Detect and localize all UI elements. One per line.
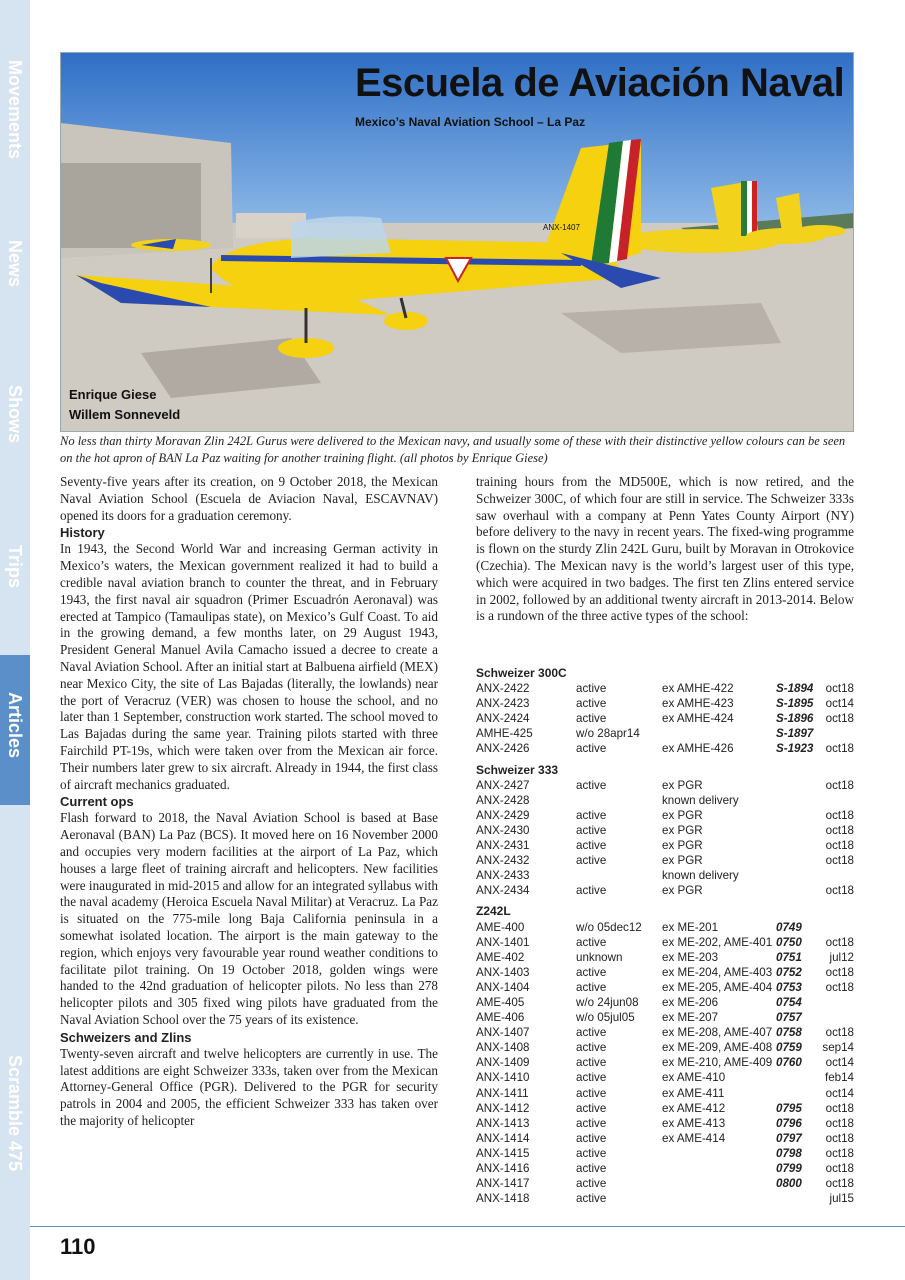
status: active (576, 1162, 607, 1175)
last-seen: jul12 (829, 950, 854, 964)
construction-number: S-1923 (776, 742, 814, 756)
fleet-row (476, 711, 856, 726)
history-paragraph: In 1943, the Second World War and increasing German activity in Mexico’s waters, the Mexican government realized it had to build a credible naval aviation branch to counter the threat, and in February 1943, the first naval air squadron (Primer Escuadrón Aeronaval) was erected at Tampico (Tamaulipas state), on Mexico’s Gulf Coast. To aid in the growing demand, a few months later, on 29 August 1943, President General Manuel Avila Camacho issued a decree to create a Naval Aviation School. After an initial start at Balbuena airfield (MEX) near Mexico City, the site of Las Bajadas (literally, the lowlands) near the port of Veracruz (VER) was chosen to house the school, and no later than 1 September, construction work started. The school moved to Las Bajadas during the same year. Training pilots started with three Fairchild PT-19s, which were taken over from the Mexican air force. Their numbers later grew to six aircraft. Already in 1944, the first class of aircraft mechanics graduated. (60, 541, 438, 792)
status: w/o 24jun08 (576, 995, 639, 1009)
last-seen: oct18 (825, 1101, 854, 1115)
registration: ANX-1409 (476, 1056, 530, 1070)
status: active (576, 778, 607, 792)
status: active (576, 1041, 607, 1055)
previous-identity: ex AMHE-422 (662, 682, 734, 696)
registration: ANX-1407 (476, 1026, 530, 1040)
last-seen: oct18 (825, 1026, 854, 1040)
tail-marking: ANX-1407 (543, 223, 580, 232)
registration: ANX-2422 (476, 682, 530, 696)
fleet-row (476, 778, 856, 793)
last-seen: oct18 (825, 839, 854, 853)
status: w/o 05jul05 (576, 1011, 635, 1025)
section-heading: Schweizers and Zlins (60, 1029, 192, 1045)
page-number: 110 (60, 1234, 96, 1259)
last-seen: oct14 (825, 1056, 854, 1070)
last-seen: oct18 (825, 778, 854, 792)
author-name: Willem Sonneveld (69, 407, 181, 422)
last-seen: oct18 (825, 823, 854, 837)
registration: ANX-2423 (476, 697, 530, 711)
previous-identity: ex AMHE-426 (662, 742, 734, 756)
tab-news[interactable]: News (5, 240, 25, 288)
tab-scramble-475[interactable]: Scramble 475 (5, 1055, 25, 1172)
construction-number: 0795 (776, 1101, 802, 1115)
right-column (476, 474, 854, 625)
registration: ANX-1403 (476, 965, 530, 979)
hero-photo (60, 52, 854, 432)
fleet-row (476, 1010, 856, 1025)
zlin-apron-illustration (61, 53, 854, 432)
construction-number: 0796 (776, 1116, 802, 1130)
last-seen: oct18 (825, 854, 854, 868)
last-seen: oct18 (825, 1177, 854, 1191)
registration: ANX-2424 (476, 712, 530, 726)
fleet-row (476, 726, 856, 741)
registration: ANX-1410 (476, 1071, 530, 1085)
status: w/o 28apr14 (576, 727, 640, 741)
previous-identity: ex ME-203 (662, 950, 719, 964)
status: active (576, 1101, 607, 1115)
section-heading: History (60, 525, 105, 541)
status: active (576, 1071, 607, 1085)
previous-identity: ex ME-201 (662, 920, 719, 934)
registration: ANX-1408 (476, 1041, 530, 1055)
last-seen: feb14 (824, 1071, 854, 1085)
registration: ANX-1414 (476, 1131, 530, 1145)
registration: ANX-2431 (476, 839, 530, 853)
status: active (576, 1146, 607, 1160)
last-seen: oct18 (825, 980, 854, 994)
section-heading: Current ops (60, 794, 134, 810)
last-seen: oct14 (825, 697, 854, 711)
previous-identity: ex AME-412 (662, 1101, 726, 1115)
construction-number: 0800 (776, 1177, 802, 1191)
registration: ANX-2434 (476, 884, 530, 898)
fleet-row (476, 1146, 856, 1161)
previous-identity: ex AME-411 (662, 1086, 725, 1100)
previous-identity: ex ME-208, AME-407 (662, 1026, 773, 1040)
registration: ANX-1401 (476, 935, 530, 949)
tab-movements[interactable]: Movements (5, 60, 25, 160)
section-sidebar (0, 0, 30, 1280)
fleet-row (476, 1086, 856, 1101)
fleet-row (476, 1040, 856, 1055)
right-paragraph: training hours from the MD500E, which is now retired, and the Schweizer 300C, of which four are still in service. The Schweizer 333s saw overhaul with a company at Penn Yates County Airport (NY) before delivery to the navy in recent years. The fixed-wing programme is flown on the sturdy Zlin 242L Guru, built by Moravan in Otrokovice (Czechia). The Mexican navy is the world’s largest user of this type, which were acquired in two badges. The first ten Zlins entered service in 2002, followed by an additional twenty aircraft in 2013-2014. Below is a rundown of the three active types of the school: (476, 474, 854, 624)
last-seen: oct18 (825, 712, 854, 726)
status: active (576, 1056, 607, 1070)
fleet-list (476, 664, 856, 1206)
fleet-row (476, 853, 856, 868)
fleet-row (476, 920, 856, 935)
status: active (576, 1192, 607, 1206)
construction-number: 0797 (776, 1131, 802, 1145)
previous-identity: ex AME-413 (662, 1116, 726, 1130)
fleet-row (476, 1176, 856, 1191)
tab-trips[interactable]: Trips (5, 545, 25, 589)
registration: ANX-2427 (476, 778, 530, 792)
construction-number: 0799 (776, 1162, 802, 1175)
fleet-row (476, 1191, 856, 1206)
status: active (576, 712, 607, 726)
left-column (60, 474, 438, 1130)
registration: ANX-1413 (476, 1116, 530, 1130)
status: active (576, 1177, 607, 1191)
registration: ANX-1412 (476, 1101, 530, 1115)
construction-number: 0752 (776, 965, 802, 979)
construction-number: S-1896 (776, 712, 814, 726)
previous-identity: ex PGR (662, 778, 703, 792)
previous-identity: ex ME-206 (662, 995, 719, 1009)
status: unknown (576, 950, 623, 964)
previous-identity: ex PGR (662, 854, 703, 868)
previous-identity: ex AMHE-424 (662, 712, 734, 726)
fleet-row (476, 1131, 856, 1146)
fleet-row (476, 965, 856, 980)
registration: ANX-1404 (476, 980, 530, 994)
tab-shows[interactable]: Shows (5, 385, 25, 444)
construction-number: 0759 (776, 1041, 802, 1055)
construction-number: 0751 (776, 950, 802, 964)
construction-number: S-1897 (776, 727, 814, 741)
fleet-row (476, 1101, 856, 1116)
construction-number: 0758 (776, 1026, 802, 1040)
status: active (576, 682, 607, 696)
previous-identity: ex AME-414 (662, 1131, 726, 1145)
last-seen: oct18 (825, 808, 854, 822)
previous-identity: ex ME-209, AME-408 (662, 1041, 773, 1055)
last-seen: oct18 (825, 1162, 854, 1175)
status: w/o 05dec12 (576, 920, 642, 934)
fleet-row (476, 935, 856, 950)
author-credits (69, 385, 180, 425)
registration: AME-405 (476, 995, 525, 1009)
last-seen: oct18 (825, 742, 854, 756)
status: active (576, 1116, 607, 1130)
construction-number: 0753 (776, 980, 802, 994)
last-seen: oct18 (825, 1116, 854, 1130)
registration: ANX-2433 (476, 869, 530, 883)
article-title: Escuela de Aviación Naval (355, 61, 845, 105)
previous-identity: known delivery (662, 869, 739, 883)
previous-identity: ex AME-410 (662, 1071, 726, 1085)
last-seen: oct18 (825, 884, 854, 898)
last-seen: oct14 (825, 1086, 854, 1100)
hangar-door (61, 163, 201, 248)
registration: ANX-1415 (476, 1146, 530, 1160)
previous-identity: ex PGR (662, 823, 703, 837)
fleet-row (476, 793, 856, 808)
article-subtitle: Mexico’s Naval Aviation School – La Paz (355, 115, 586, 129)
previous-identity: ex PGR (662, 808, 703, 822)
registration: ANX-1418 (476, 1192, 530, 1206)
previous-identity: known delivery (662, 793, 739, 807)
status: active (576, 839, 607, 853)
schweizers-paragraph: Twenty-seven aircraft and twelve helicopters are currently in use. The latest additions are eight Schweizer 333s, taken over from the Mexican Attorney-General Office (PGR). Delivered to the PGR for security patrols in 2004 and 2005, the efficient Schweizer 333 has taken over the majority of helicopter (60, 1045, 438, 1128)
fleet-row (476, 838, 856, 853)
status: active (576, 884, 607, 898)
status: active (576, 854, 607, 868)
previous-identity: ex PGR (662, 839, 703, 853)
last-seen: sep14 (822, 1041, 854, 1055)
registration: AMHE-425 (476, 727, 533, 741)
last-seen: oct18 (825, 1146, 854, 1160)
intro-paragraph: Seventy-five years after its creation, on 9 October 2018, the Mexican Naval Aviation School (Escuela de Aviacion Naval, ESCAVNAV) opened its doors for a graduation ceremony. (60, 474, 438, 523)
fleet-row (476, 1116, 856, 1131)
status: active (576, 1131, 607, 1145)
construction-number: 0760 (776, 1056, 802, 1070)
status: active (576, 697, 607, 711)
tab-articles[interactable]: Articles (0, 655, 30, 805)
construction-number: 0750 (776, 935, 802, 949)
footer-rule (30, 1226, 905, 1227)
construction-number: 0754 (776, 995, 802, 1009)
last-seen: oct18 (825, 682, 854, 696)
fleet-row (476, 808, 856, 823)
fleet-row (476, 950, 856, 965)
fleet-row (476, 1161, 856, 1176)
status: active (576, 935, 607, 949)
construction-number: 0757 (776, 1011, 802, 1025)
registration: ANX-1417 (476, 1177, 530, 1191)
previous-identity: ex ME-207 (662, 1011, 719, 1025)
construction-number: 0749 (776, 920, 802, 934)
registration: ANX-1411 (476, 1086, 529, 1100)
last-seen: oct18 (825, 1131, 854, 1145)
previous-identity: ex ME-202, AME-401 (662, 935, 773, 949)
registration: ANX-2429 (476, 808, 530, 822)
registration: AME-402 (476, 950, 525, 964)
registration: AME-406 (476, 1011, 525, 1025)
status: active (576, 823, 607, 837)
fleet-row (476, 1025, 856, 1040)
last-seen: oct18 (825, 965, 854, 979)
construction-number: 0798 (776, 1146, 802, 1160)
previous-identity: ex ME-205, AME-404 (662, 980, 773, 994)
fleet-type-heading: Z242L (476, 904, 511, 919)
previous-identity: ex ME-210, AME-409 (662, 1056, 773, 1070)
status: active (576, 808, 607, 822)
status: active (576, 742, 607, 756)
last-seen: jul15 (829, 1192, 854, 1206)
photo-caption: No less than thirty Moravan Zlin 242L Gurus were delivered to the Mexican navy, and usually some of these with their distinctive yellow colours can be seen on the hot apron of BAN La Paz waiting for another training flight. (all photos by Enrique Giese) (60, 434, 846, 465)
construction-number: S-1895 (776, 697, 814, 711)
status: active (576, 1086, 607, 1100)
status: active (576, 980, 607, 994)
fleet-row (476, 741, 856, 756)
registration: AME-400 (476, 920, 525, 934)
registration: ANX-1416 (476, 1162, 530, 1175)
registration: ANX-2428 (476, 793, 530, 807)
fleet-type-heading: Schweizer 333 (476, 762, 559, 777)
registration: ANX-2430 (476, 823, 530, 837)
fleet-row (476, 1055, 856, 1070)
fleet-row (476, 868, 856, 883)
fleet-row (476, 980, 856, 995)
current-ops-paragraph: Flash forward to 2018, the Naval Aviation School is based at Base Aeronaval (BAN) La Paz (BCS). It moved here on 16 November 2000 and occupies very modern facilities at the airport of La Paz, which houses a large fleet of training aircraft and helicopters. New facilities were inaugurated in mid-2015 and allow for an integrated syllabus with the naval academy (Heroica Escuela Naval Militar) at Veracruz. La Paz is situated on the 775-mile long Baja California peninsula in a somewhat isolated location. The airport is the main gateway to the region, which enjoys very favourable year round weather conditions to facilitate pilot training. On 19 October 2018, golden wings were handed to the 42nd graduation of helicopter pilots. No less than 278 helicopter pilots and 305 fixed wing pilots have graduated from the Naval Aviation School over the 75 years of its existence. (60, 810, 438, 1027)
fleet-type-heading: Schweizer 300C (476, 666, 567, 680)
fleet-row (476, 823, 856, 838)
status: active (576, 965, 607, 979)
status: active (576, 1026, 607, 1040)
registration: ANX-2432 (476, 854, 530, 868)
fleet-row (476, 995, 856, 1010)
previous-identity: ex ME-204, AME-403 (662, 965, 773, 979)
fleet-row (476, 681, 856, 696)
registration: ANX-2426 (476, 742, 530, 756)
previous-identity: ex AMHE-423 (662, 697, 734, 711)
last-seen: oct18 (825, 935, 854, 949)
previous-identity: ex PGR (662, 884, 703, 898)
fleet-row (476, 883, 856, 898)
fleet-row (476, 1070, 856, 1085)
fleet-row (476, 696, 856, 711)
construction-number: S-1894 (776, 682, 814, 696)
author-name: Enrique Giese (69, 387, 157, 402)
